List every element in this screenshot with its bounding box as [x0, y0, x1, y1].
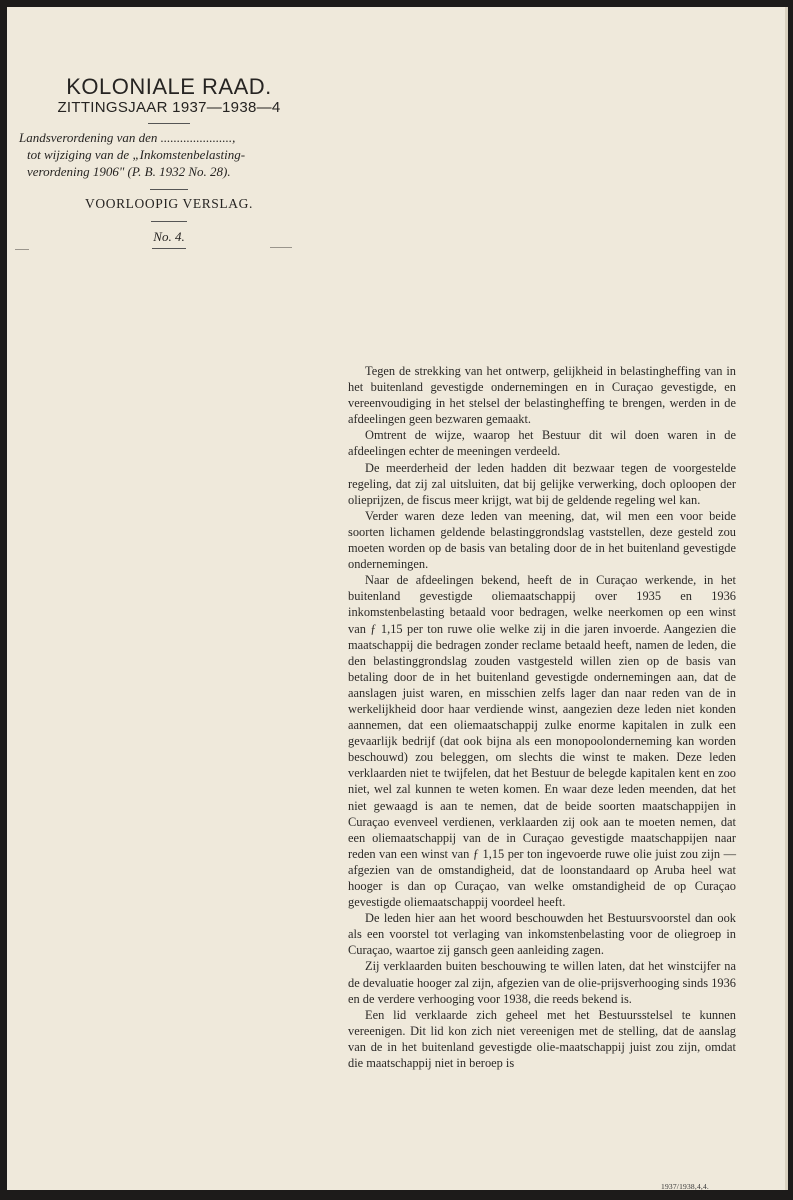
paragraph: Zij verklaarden buiten beschouwing te willen laten, dat het winstcijfer na de devaluatie hooger zal zijn, afgezien van de olie-prijsverhooging sinds 1936 en de verdere verhooging voor 1938, die reeds bekend is.	[348, 959, 736, 1006]
divider	[148, 123, 190, 124]
report-title: VOORLOOPIG VERSLAG.	[85, 196, 253, 211]
intro-line: tot wijziging van de „Inkomstenbelasting-	[27, 147, 246, 162]
paragraph: Tegen de strekking van het ontwerp, gelijkheid in belastingheffing van in het buitenland gevestigde ondernemingen en in Curaçao gevestigde, en vereenvoudiging in het stelsel der belastingheffing te brengen, werden in de afdeelingen geen bezwaren gemaakt.	[348, 364, 736, 427]
paragraph: Naar de afdeelingen bekend, heeft de in Curaçao werkende, in het buitenland gevestigde oliemaatschappij over 1935 en 1936 inkomstenbelasting betaald voor bedragen, welke neerkomen op een winst van ƒ 1,15 per ton ruwe olie welke zij in die jaren invoerde. Aangezien die maatschappij die bedragen zonder reclame betaald heeft, namen de leden, die den belastinggrondslag zouden vastgesteld willen zien op de basis van betaling door de in het buitenland gevestigde ondernemingen aan, dat de aanslagen juist waren, en misschien zelfs lager dan naar reden van de in werkelijkheid door haar verdiende winst, aangezien deze leden niet konden aannemen, dat een oliemaatschappij zulke enorme kapitalen in zulk een gevaarlijk bedrijf (dat ook bijna als een monopoolonderneming kan worden beschouwd) zou beleggen, om slechts die winst te maken. Deze leden verklaarden niet te twijfelen, dat het Bestuur de belegde kapitalen kent en zoo niet, wel zal kunnen te weten komen. En waar deze leden meenden, dat het niet gewaagd is aan te nemen, dat de beide soorten maatschappijen in Curaçao evenveel verdienen, verklaarden zij ook aan te moeten nemen, dat een oliemaatschappij van de in Curaçao gevestigde maatschappijen naar reden van een winst van ƒ 1,15 per ton ingevoerde ruwe olie juist zou zijn — afgezien van de omstandigheid, dat de loonstandaard op Aruba heel wat hooger is dan op Curaçao, van welke omstandigheid de op Curaçao gevestigde oliemaatschappij voordeel heeft.	[348, 573, 736, 910]
scan-mark	[15, 249, 29, 250]
document-header	[19, 75, 319, 256]
intro-line: verordening 1906" (P. B. 1932 No. 28).	[27, 164, 231, 179]
ordinance-intro	[19, 129, 319, 180]
paragraph: Een lid verklaarde zich geheel met het Bestuursstelsel te kunnen vereenigen. Dit lid kon zich niet vereenigen met de stelling, dat de aanslag van de in het buitenland gevestigde olie-maatschappij juist zou zijn, omdat die maatschappij niet in beroep is	[348, 1007, 736, 1071]
intro-line: Landsverordening van den ......................,	[19, 130, 236, 145]
paragraph: Verder waren deze leden van meening, dat, wil men een voor beide soorten lichamen geldende belastinggrondslag vaststellen, deze gesteld zou moeten worden op de basis van betaling door de in het buitenland gevestigde ondernemingen.	[348, 508, 736, 572]
council-title: KOLONIALE RAAD.	[66, 74, 272, 99]
document-code: 1937/1938,4,4.	[661, 1182, 710, 1190]
divider	[151, 221, 187, 222]
session-year: ZITTINGSJAAR 1937—1938—4	[57, 99, 281, 116]
scan-mark	[270, 247, 292, 248]
paragraph: Omtrent de wijze, waarop het Bestuur dit wil doen waren in de afdeelingen echter de meeningen verdeeld.	[348, 428, 736, 459]
paragraph: De leden hier aan het woord beschouwden het Bestuursvoorstel dan ook als een voorstel tot verlaging van inkomstenbelasting voor de oliegroep in Curaçao, waartoe zij gansch geen aanleiding zagen.	[348, 911, 736, 958]
report-body	[348, 363, 736, 1071]
document-number: No. 4.	[153, 229, 185, 244]
divider	[152, 248, 186, 249]
page-edge	[785, 7, 788, 1190]
paragraph: De meerderheid der leden hadden dit bezwaar tegen de voorgestelde regeling, dat zij zal uitsluiten, dat bij gelijke verwerking, doch oploopen der olieprijzen, de fiscus meer krijgt, wat bij de geldende regeling wel kan.	[348, 460, 736, 507]
document-page	[7, 7, 785, 1190]
divider	[150, 189, 188, 190]
